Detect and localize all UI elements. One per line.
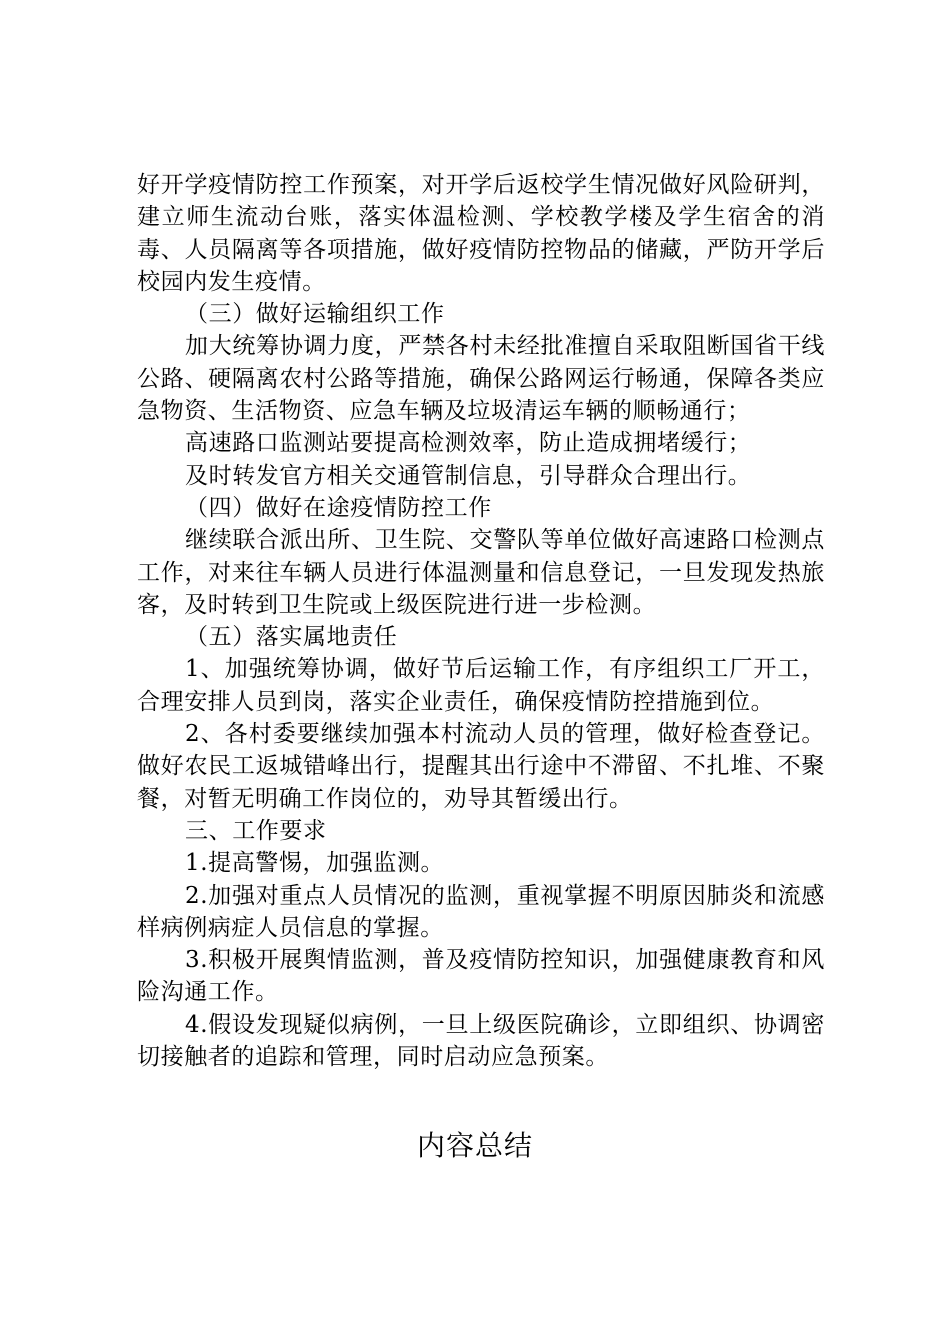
paragraph-checkpoint-work: 继续联合派出所、卫生院、交警队等单位做好高速路口检测点工作，对来往车辆人员进行体温测量和信息登记，一旦发现发热旅客，及时转到卫生院或上级医院进行进一步检测。 — [137, 527, 825, 618]
section-heading-local-responsibility: （五）落实属地责任 — [185, 624, 398, 651]
paragraph-coordination: 加大统筹协调力度，严禁各村未经批准擅自采取阻断国省干线公路、硬隔离农村公路等措施，确保公路网运行畅通，保障各类应急物资、生活物资、应急车辆及垃圾清运车辆的顺畅通行； — [137, 333, 825, 425]
requirement-item-4: 4.假设发现疑似病例，一旦上级医院确诊，立即组织、协调密切接触者的追踪和管理，同时启动应急预案。 — [137, 1011, 825, 1071]
requirement-item-3: 3.积极开展舆情监测，普及疫情防控知识，加强健康教育和风险沟通工作。 — [137, 947, 825, 1006]
summary-title: 内容总结 — [416, 1129, 533, 1162]
paragraph-school-prevention: 好开学疫情防控工作预案，对开学后返校学生情况做好风险研判，建立师生流动台账，落实体温检测、学校教学楼及学生宿舍的消毒、人员隔离等各项措施，做好疫情防控物品的储藏，严防开学后校园内发生疫情。 — [137, 172, 825, 295]
document-body — [137, 169, 825, 1073]
paragraph-item-2: 2、各村委要继续加强本村流动人员的管理，做好检查登记。做好农民工返城错峰出行，提醒其出行途中不滞留、不扎堆、不聚餐，对暂无明确工作岗位的，劝导其暂缓出行。 — [137, 721, 825, 812]
paragraph-item-1: 1、加强统筹协调，做好节后运输工作，有序组织工厂开工，合理安排人员到岗，落实企业责任，确保疫情防控措施到位。 — [137, 656, 825, 715]
paragraph-traffic-info: 及时转发官方相关交通管制信息，引导群众合理出行。 — [185, 462, 752, 489]
requirement-item-2: 2.加强对重点人员情况的监测，重视掌握不明原因肺炎和流感样病例病症人员信息的掌握。 — [137, 882, 825, 941]
paragraph-highway-checkpoint: 高速路口监测站要提高检测效率，防止造成拥堵缓行； — [185, 430, 752, 457]
section-heading-transport: （三）做好运输组织工作 — [185, 301, 445, 328]
section-heading-in-transit: （四）做好在途疫情防控工作 — [185, 494, 492, 521]
section-heading-requirements: 三、工作要求 — [185, 817, 327, 844]
requirement-item-1: 1.提高警惕，加强监测。 — [185, 850, 445, 877]
